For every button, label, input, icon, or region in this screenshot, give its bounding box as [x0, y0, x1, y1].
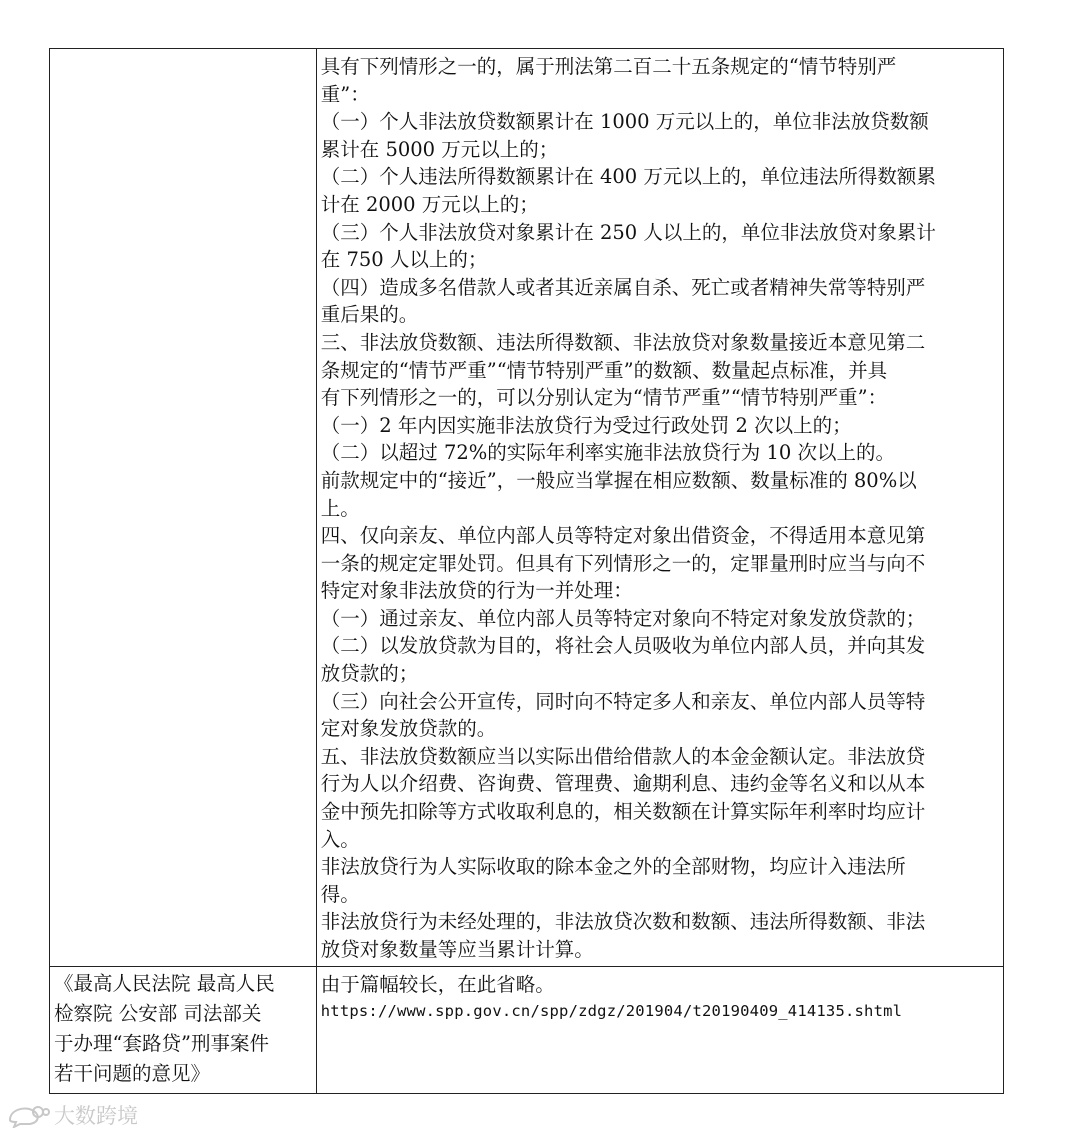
content-line: 条规定的“情节严重”“情节特别严重”的数额、数量起点标准，并具	[320, 358, 888, 382]
table-row	[50, 49, 1004, 967]
content-line: 在 750 人以上的；	[320, 248, 488, 272]
content-line: 放贷款的；	[320, 662, 419, 686]
content-line: 计在 2000 万元以上的；	[320, 192, 539, 216]
content-line: 行为人以介绍费、咨询费、管理费、逾期利息、违约金等名义和以从本	[320, 772, 926, 796]
content-line: （二）以发放贷款为目的，将社会人员吸收为单位内部人员，并向其发	[320, 634, 926, 658]
content-line: 四、仅向亲友、单位内部人员等特定对象出借资金，不得适用本意见第	[320, 524, 926, 548]
content-line: （三）个人非法放贷对象累计在 250 人以上的，单位非法放贷对象累计	[320, 220, 936, 244]
content-paragraphs	[321, 53, 999, 964]
content-line: 重”：	[320, 82, 370, 106]
title-line: 检察院 公安部 司法部关	[54, 1001, 262, 1025]
content-line: （一）2 年内因实施非法放贷行为受过行政处罚 2 次以上的；	[320, 413, 852, 437]
content-line: 得。	[320, 882, 360, 906]
content-line: 上。	[320, 496, 360, 520]
content-line: 非法放贷行为人实际收取的除本金之外的全部财物，均应计入违法所	[320, 855, 906, 879]
omitted-note: 由于篇幅较长，在此省略。	[320, 972, 555, 996]
table-row	[50, 966, 1004, 1093]
chat-bubble-icon	[6, 1102, 50, 1128]
content-line: 具有下列情形之一的，属于刑法第二百二十五条规定的“情节特别严	[320, 55, 897, 78]
document-table	[49, 48, 1004, 1094]
content-line: 一条的规定定罪处罚。但具有下列情形之一的，定罪量刑时应当与向不	[320, 551, 926, 575]
content-line: 放贷对象数量等应当累计计算。	[320, 938, 594, 961]
content-line: （三）向社会公开宣传，同时向不特定多人和亲友、单位内部人员等特	[320, 689, 926, 713]
left-cell-title	[50, 966, 317, 1093]
watermark	[6, 1100, 138, 1130]
content-line: （二）个人违法所得数额累计在 400 万元以上的，单位违法所得数额累	[320, 165, 936, 189]
content-line: 重后果的。	[320, 303, 419, 327]
content-line: 前款规定中的“接近”，一般应当掌握在相应数额、数量标准的 80%以	[320, 468, 917, 492]
content-line: 三、非法放贷数额、违法所得数额、非法放贷对象数量接近本意见第二	[320, 330, 926, 354]
content-line: 非法放贷行为未经处理的，非法放贷次数和数额、违法所得数额、非法	[320, 910, 926, 934]
content-line: 入。	[320, 827, 360, 851]
title-line: 于办理“套路贷”刑事案件	[54, 1031, 269, 1055]
content-line: 五、非法放贷数额应当以实际出借给借款人的本金金额认定。非法放贷	[320, 744, 926, 768]
title-line: 《最高人民法院 最高人民	[54, 971, 275, 995]
content-line: （一）个人非法放贷数额累计在 1000 万元以上的，单位非法放贷数额	[320, 110, 929, 134]
content-line: 累计在 5000 万元以上的；	[320, 137, 559, 161]
content-line: 有下列情形之一的，可以分别认定为“情节严重”“情节特别严重”：	[320, 386, 888, 410]
watermark-text: 大数跨境	[54, 1104, 138, 1128]
left-cell-empty	[50, 49, 317, 967]
content-line: （二）以超过 72%的实际年利率实施非法放贷行为 10 次以上的。	[320, 441, 896, 465]
content-line: 定对象发放贷款的。	[320, 717, 497, 741]
content-line: 金中预先扣除等方式收取利息的，相关数额在计算实际年利率时均应计	[320, 800, 926, 824]
content-line: （一）通过亲友、单位内部人员等特定对象向不特定对象发放贷款的；	[320, 606, 926, 630]
source-url-link[interactable]: https://www.spp.gov.cn/spp/zdgz/201904/t20190409_414135.shtml	[320, 1002, 903, 1021]
content-line: （四）造成多名借款人或者其近亲属自杀、死亡或者精神失常等特别严	[320, 275, 926, 299]
content-line: 特定对象非法放贷的行为一并处理：	[320, 579, 633, 603]
right-cell-content	[316, 49, 1003, 967]
right-cell-reference	[316, 966, 1003, 1093]
title-line: 若干问题的意见》	[54, 1061, 211, 1085]
